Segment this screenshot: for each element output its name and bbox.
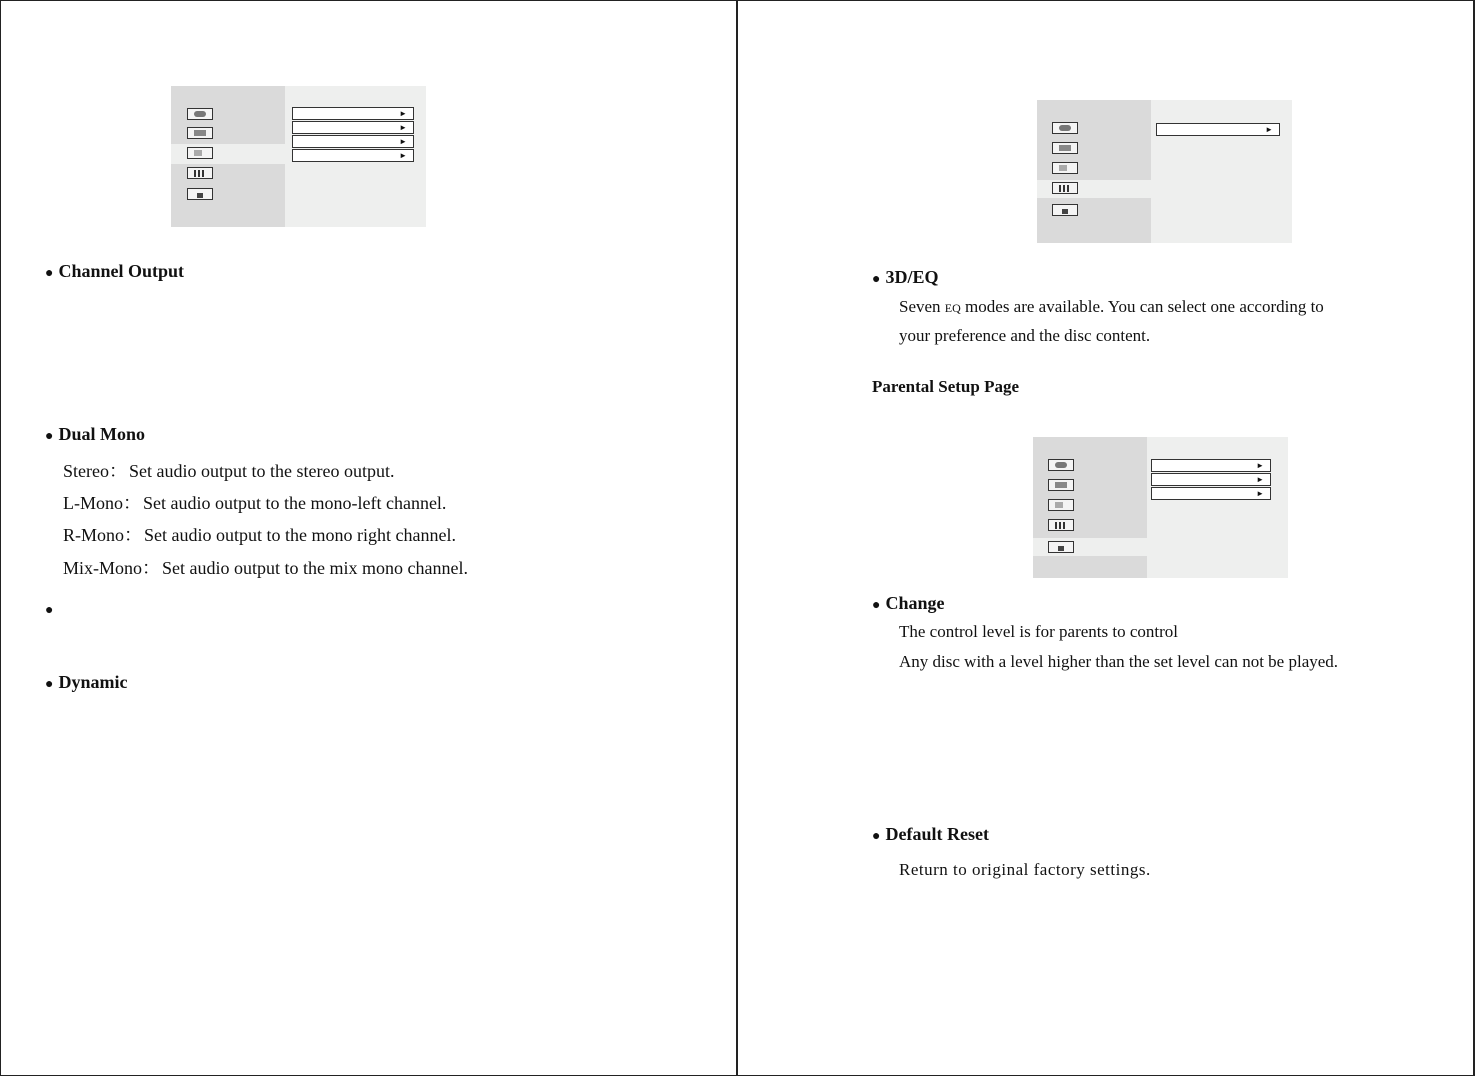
menu-option <box>292 149 414 162</box>
change-description-line-2: Any disc with a level higher than the set level can not be played. <box>899 652 1339 671</box>
change-description-line-1: The control level is for parents to control <box>899 622 1178 641</box>
general-setup-icon <box>1052 122 1078 134</box>
eq-setup-menu-diagram <box>1037 100 1292 243</box>
arrow-right-icon: ► <box>1256 489 1264 498</box>
channel-output-heading: ● Channel Output <box>45 261 185 281</box>
arrow-right-icon: ► <box>399 151 407 160</box>
lock-icon <box>1048 541 1074 553</box>
eq-description-line-1: Seven EQ modes are available. You can select one according to <box>899 297 1324 316</box>
arrow-right-icon: ► <box>1256 475 1264 484</box>
video-setup-icon <box>187 127 213 139</box>
arrow-right-icon: ► <box>399 109 407 118</box>
general-setup-icon <box>1048 459 1074 471</box>
arrow-right-icon: ► <box>1256 461 1264 470</box>
default-reset-description: Return to original factory settings. <box>899 860 1151 879</box>
bullet-icon: ● <box>45 677 54 692</box>
parental-setup-menu-diagram <box>1033 437 1288 578</box>
audio-eq-icon <box>1048 519 1074 531</box>
mix-mono-line: Mix-Mono： Set audio output to the mix mono channel. <box>63 558 468 578</box>
menu-option <box>1151 487 1271 500</box>
audio-eq-icon <box>187 167 213 179</box>
manual-page-left <box>0 0 738 1076</box>
manual-page-right <box>738 0 1475 1076</box>
speaker-icon <box>1052 162 1078 174</box>
eq-heading: ● 3D/EQ <box>872 267 939 287</box>
menu-option <box>1151 473 1271 486</box>
speaker-icon <box>187 147 213 159</box>
l-mono-line: L-Mono： Set audio output to the mono-left channel. <box>63 493 447 513</box>
menu-option <box>292 135 414 148</box>
dual-mono-heading: ● Dual Mono <box>45 424 145 444</box>
default-reset-heading: ● Default Reset <box>872 824 989 844</box>
change-heading: ● Change <box>872 593 945 613</box>
lock-icon <box>187 188 213 200</box>
eq-description-line-2: your preference and the disc content. <box>899 326 1151 345</box>
bullet-icon: ● <box>872 829 881 844</box>
video-setup-icon <box>1052 142 1078 154</box>
bullet-icon: ● <box>45 429 54 444</box>
r-mono-line: R-Mono： Set audio output to the mono right channel. <box>63 525 456 545</box>
arrow-right-icon: ► <box>399 123 407 132</box>
dynamic-heading: ● Dynamic <box>45 672 128 692</box>
menu-option <box>1156 123 1280 136</box>
arrow-right-icon: ► <box>1265 125 1273 134</box>
bullet-icon: ● <box>872 272 881 287</box>
speaker-icon <box>1048 499 1074 511</box>
parental-setup-title: Parental Setup Page <box>872 377 1020 396</box>
empty-bullet-icon: ● <box>45 603 54 618</box>
bullet-icon: ● <box>872 598 881 613</box>
menu-option <box>292 107 414 120</box>
lock-icon <box>1052 204 1078 216</box>
menu-option <box>1151 459 1271 472</box>
audio-eq-icon <box>1052 182 1078 194</box>
menu-option <box>292 121 414 134</box>
bullet-icon: ● <box>45 266 54 281</box>
general-setup-icon <box>187 108 213 120</box>
audio-setup-menu-diagram <box>171 86 426 227</box>
stereo-line: Stereo： Set audio output to the stereo output. <box>63 461 395 481</box>
arrow-right-icon: ► <box>399 137 407 146</box>
video-setup-icon <box>1048 479 1074 491</box>
